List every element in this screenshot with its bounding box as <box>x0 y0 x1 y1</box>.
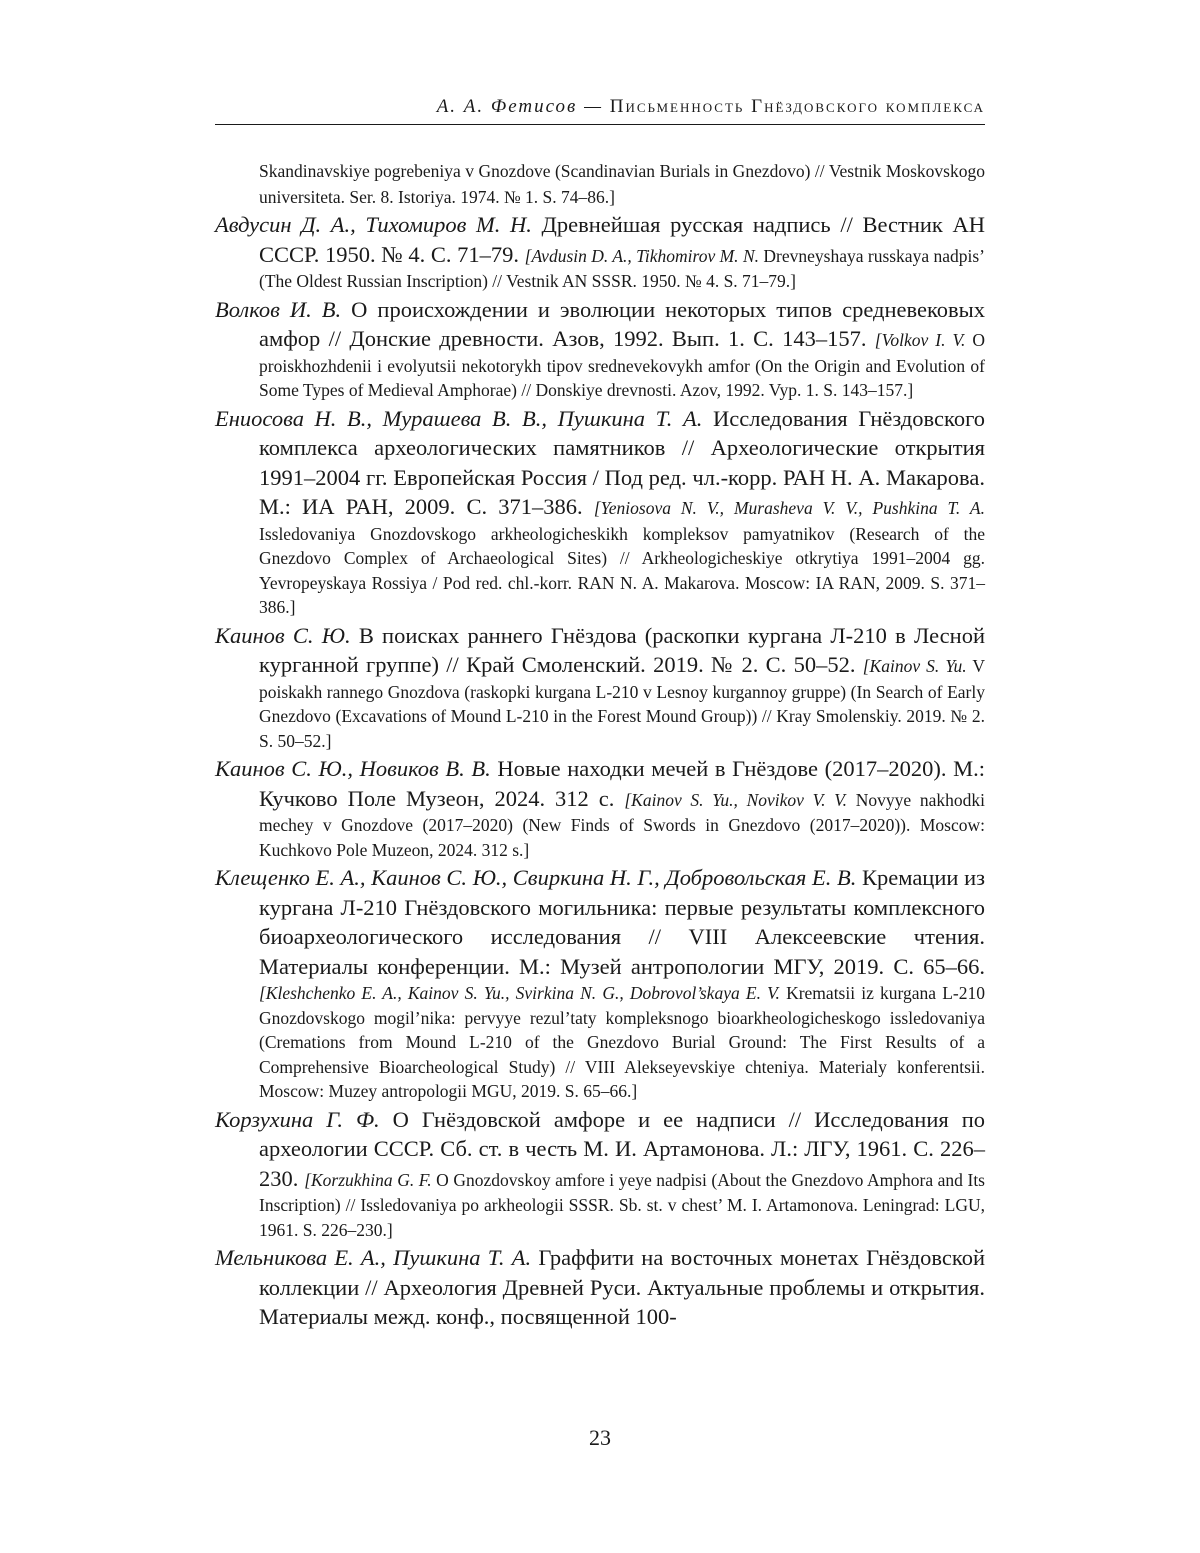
reference-list <box>215 155 985 1332</box>
reference-text: Кремации из кургана Л-210 Гнёздовского могильника: первые результаты комплексного биоархеологического исследования // VIII Алексеевские чтения. Материалы конференции. М.: Музей антропологии МГУ, 2019. С. 65–66. <box>259 865 985 979</box>
transliteration-text: Krematsii iz kurgana L-210 Gnozdovskogo mogil’nika: pervyye rezul’taty kompleksnogo bioarkheologicheskogo issledovaniya (Cremations from Mound L-210 of the Gnezdovo Burial Ground: The First Results of a Comprehensive Bioarcheological Study) // VIII Alekseyevskiye chteniya. Materialy konferentsii. Moscow: Muzey antropologii MGU, 2019. S. 65–66.] <box>259 983 985 1101</box>
reference-main <box>215 1245 985 1329</box>
reference-authors: Мельникова Е. А., Пушкина Т. А. <box>215 1245 532 1270</box>
transliteration-text: Skandinavskiye pogrebeniya v Gnozdove (Scandinavian Burials in Gnezdovo) // Vestnik Moskovskogo universiteta. Ser. 8. Istoriya. 1974. № 1. S. 74–86.] <box>259 161 985 207</box>
transliteration-authors: [Kainov S. Yu., Novikov V. V. <box>624 789 848 810</box>
header-author: А. А. Фетисов <box>436 96 578 117</box>
reference-entry <box>215 210 985 294</box>
reference-text: О происхождении и эволюции некоторых типов средневековых амфор // Донские древности. Азов, 1992. Вып. 1. С. 143–157. <box>259 296 985 351</box>
reference-text: Граффити на восточных монетах Гнёздовской коллекции // Археология Древней Руси. Актуальные проблемы и открытия. Материалы межд. конф., посвященной 100- <box>259 1245 985 1329</box>
reference-authors: Клещенко Е. А., Каинов С. Ю., Свиркина Н. Г., Добровольская Е. В. <box>215 865 857 890</box>
reference-text: Новые находки мечей в Гнёздове (2017–2020). М.: Кучково Поле Музеон, 2024. 312 с. <box>259 756 985 811</box>
reference-authors: Каинов С. Ю. <box>215 622 351 648</box>
transliteration-authors: [Kainov S. Yu. <box>862 656 967 676</box>
transliteration-authors: [Avdusin D. A., Tikhomirov M. N. <box>524 245 759 266</box>
transliteration-text: Novyye nakhodki mechey v Gnozdove (2017–2020) (New Finds of Swords in Gnezdovo (2017–2020)). Moscow: Kuchkovo Pole Muzeon, 2024. 312 s.] <box>259 789 985 860</box>
reference-authors: Корзухина Г. Ф. <box>215 1106 380 1132</box>
reference-entry <box>215 1243 985 1332</box>
reference-text: О Гнёздовской амфоре и ее надписи // Исследования по археологии СССР. Сб. ст. в честь М. И. Артамонова. Л.: ЛГУ, 1961. С. 226–230. <box>259 1106 986 1191</box>
transliteration-authors: [Volkov I. V. <box>874 330 966 350</box>
transliteration-text: Drevneyshaya russkaya nadpis’ (The Oldest Russian Inscription) // Vestnik AN SSSR. 1950. № 4. S. 71–79.] <box>259 245 985 291</box>
header-separator: — <box>584 96 603 117</box>
reference-authors: Авдусин Д. А., Тихомиров М. Н. <box>215 212 532 237</box>
reference-transliteration <box>259 983 985 1101</box>
reference-text: В поисках раннего Гнёздова (раскопки кургана Л-210 в Лесной курганной группе) // Край Смоленский. 2019. № 2. С. 50–52. <box>259 622 985 677</box>
reference-authors: Волков И. В. <box>215 296 342 322</box>
reference-entry <box>215 621 985 754</box>
reference-authors: Ениосова Н. В., Мурашева В. В., Пушкина Т. А. <box>215 405 703 431</box>
reference-transliteration <box>259 161 985 207</box>
transliteration-text: O proiskhozhdenii i evolyutsii nekotorykh tipov srednevekovykh amfor (On the Origin and Evolution of Some Types of Medieval Amphorae) // Donskiye drevnosti. Azov, 1992. Vyp. 1. S. 143–157.] <box>259 330 986 400</box>
reference-text: Древнейшая русская надпись // Вестник АН СССР. 1950. № 4. С. 71–79. <box>259 212 986 267</box>
transliteration-text: Issledovaniya Gnozdovskogo arkheologicheskikh kompleksov pamyatnikov (Research of the Gnezdovo Complex of Archaeological Sites) // Arkheologicheskiye otkrytiya 1991–2004 gg. Yevropeyskaya Rossiya / Pod red. chl.-korr. RAN N. A. Makarova. Moscow: IA RAN, 2009. S. 371–386.] <box>259 523 985 617</box>
reference-entry <box>215 1105 985 1243</box>
reference-transliteration <box>259 1170 985 1240</box>
reference-authors: Каинов С. Ю., Новиков В. В. <box>215 756 491 781</box>
reference-entry <box>215 754 985 862</box>
page-number: 23 <box>589 1425 611 1450</box>
reference-entry <box>215 404 985 620</box>
header-title: Письменность Гнёздовского комплекса <box>609 96 985 117</box>
reference-entry <box>215 295 985 403</box>
transliteration-text: V poiskakh rannego Gnozdova (raskopki kurgana L-210 v Lesnoy kurgannoy gruppe) (In Search of Early Gnezdovo (Excavations of Mound L-210 in the Forest Mound Group)) // Kray Smolenskiy. 2019. № 2. S. 50–52.] <box>259 656 985 751</box>
reference-entry <box>215 863 985 1104</box>
reference-main <box>215 297 985 352</box>
reference-entry <box>215 155 985 209</box>
document-page <box>215 96 985 1333</box>
transliteration-text: O Gnozdovskoy amfore i yeye nadpisi (About the Gnezdovo Amphora and Its Inscription) // Issledovaniya po arkheologii SSSR. Sb. st. v chest’ M. I. Artamonova. Leningrad: LGU, 1961. S. 226–230.] <box>259 1169 985 1240</box>
running-header <box>215 96 985 125</box>
transliteration-authors: [Korzukhina G. F. <box>304 1169 432 1190</box>
transliteration-authors: [Yeniosova N. V., Murasheva V. V., Pushkina T. A. <box>593 498 985 518</box>
reference-text: Исследования Гнёздовского комплекса археологических памятников // Археологические открытия 1991–2004 гг. Европейская Россия / Под ред. чл.-корр. РАН Н. А. Макарова. М.: ИА РАН, 2009. С. 371–386. <box>259 405 985 519</box>
transliteration-authors: [Kleshchenko E. A., Kainov S. Yu., Svirkina N. G., Dobrovol’skaya E. V. <box>259 983 780 1003</box>
reference-main <box>215 865 985 979</box>
